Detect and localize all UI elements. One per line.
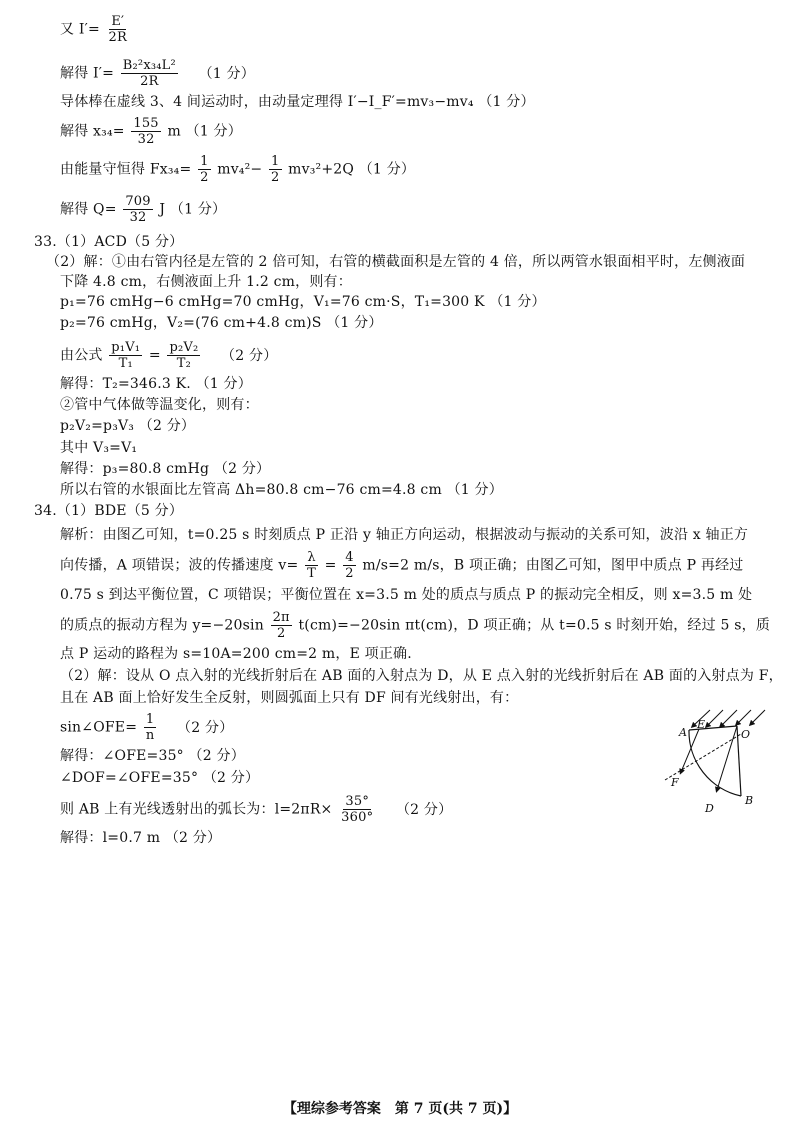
numerator: 4 — [345, 550, 354, 565]
equation-line-6 — [60, 194, 226, 225]
q33-t2: 解得：T₂=346.3 K. （1 分） — [60, 376, 252, 392]
fraction — [144, 712, 157, 743]
label-e: E — [697, 718, 706, 731]
refracted-ray — [717, 726, 737, 790]
denominator: T — [307, 566, 316, 581]
denominator: 2 — [200, 170, 209, 185]
fraction — [271, 610, 292, 641]
score: （2 分） — [395, 801, 453, 818]
denominator: 2 — [276, 626, 286, 641]
numerator: 1 — [200, 154, 209, 169]
momentum-line: 导体棒在虚线 3、4 间运动时，由动量定理得 I′−I_F′=mv₃−mv₄ （1 分） — [60, 94, 535, 110]
numerator: 155 — [133, 116, 159, 131]
optics-diagram — [655, 708, 775, 816]
label-b: B — [745, 794, 754, 807]
q33-state2: p₂=76 cmHg，V₂=(76 cm+4.8 cm)S （1 分） — [60, 315, 383, 331]
numerator: p₁V₁ — [111, 340, 141, 355]
equation-line-1 — [60, 14, 131, 45]
fraction — [109, 340, 142, 371]
denominator: n — [145, 728, 155, 743]
denominator: 2 — [345, 566, 354, 581]
q34-analysis-d — [60, 610, 770, 641]
q33-part2-line-a: （2）解：①由右管内径是左管的 2 倍可知，右管的横截面积是左管的 4 倍，所以两管水银面相平时，左侧液面 — [46, 254, 746, 270]
q34-arc — [60, 794, 452, 825]
label-a: A — [679, 726, 687, 739]
score: （2 分） — [177, 719, 234, 736]
q34-part1: 34.（1）BDE（5 分） — [34, 503, 184, 519]
q33-p3: 解得：p₃=80.8 cmHg （2 分） — [60, 461, 271, 477]
q33-pv: p₂V₂=p₃V₃ （2 分） — [60, 418, 196, 434]
q33-v3: 其中 V₃=V₁ — [60, 440, 138, 456]
fraction — [198, 154, 210, 185]
denominator: 32 — [137, 132, 155, 147]
score: （2 分） — [221, 347, 278, 364]
fraction — [121, 58, 178, 89]
text: 的质点的振动方程为 y=−20sin — [60, 617, 264, 634]
numerator: 35° — [345, 794, 370, 809]
q34-analysis-a: 解析：由图乙可知，t=0.25 s 时刻质点 P 正沿 y 轴正方向运动，根据波动与振动的关系可知，波沿 x 轴正方 — [60, 527, 749, 543]
q34-part2-a: （2）解：设从 O 点入射的光线折射后在 AB 面的入射点为 D，从 E 点入射的光线折射后在 AB 面的入射点为 F， — [60, 668, 783, 684]
q34-result: 解得：l=0.7 m （2 分） — [60, 830, 222, 846]
q33-dh: 所以右管的水银面比左管高 Δh=80.8 cm−76 cm=4.8 cm （1 分） — [60, 482, 503, 498]
text: 解得 Q= — [60, 201, 117, 218]
text: 解得 x₃₄= — [60, 123, 125, 140]
q34-part2-b: 且在 AB 面上恰好发生全反射，则圆弧面上只有 DF 间有光线射出，有： — [60, 690, 519, 706]
denominator: 360° — [341, 810, 374, 825]
fraction — [269, 154, 281, 185]
numerator: p₂V₂ — [169, 340, 199, 355]
ray — [721, 710, 737, 726]
denominator: T₁ — [118, 356, 133, 371]
equation-line-2 — [60, 58, 255, 89]
fraction — [305, 550, 318, 581]
label-f: F — [671, 776, 679, 789]
fraction — [131, 116, 160, 147]
text: J （1 分） — [159, 201, 227, 218]
fraction — [339, 794, 375, 825]
q33-state1: p₁=76 cmHg−6 cmHg=70 cmHg，V₁=76 cm·S，T₁=300 K （1 分） — [60, 294, 546, 310]
q34-analysis-e: 点 P 运动的路程为 s=10A=200 cm=2 m，E 项正确. — [60, 646, 412, 662]
text: 解得 I′= — [60, 65, 115, 82]
page-footer: 【理综参考答案 第 7 页(共 7 页)】 — [282, 1101, 518, 1117]
text: sin∠OFE= — [60, 719, 138, 736]
text: 向传播，A 项错误；波的传播速度 v= — [60, 557, 299, 574]
fraction — [123, 194, 152, 225]
text: mv₃²+2Q （1 分） — [288, 161, 416, 178]
numerator: B₂²x₃₄L² — [122, 58, 176, 73]
q33-isothermal: ②管中气体做等温变化，则有： — [60, 397, 259, 413]
energy-line — [60, 154, 415, 185]
numerator: 1 — [271, 154, 280, 169]
text: 由能量守恒得 Fx₃₄= — [60, 161, 192, 178]
fraction — [167, 340, 200, 371]
denominator: 2 — [271, 170, 280, 185]
q34-sin — [60, 712, 233, 743]
label-o: O — [741, 728, 751, 741]
q34-analysis-b — [60, 550, 743, 581]
numerator: λ — [307, 550, 316, 565]
text: = — [148, 347, 161, 364]
text: m （1 分） — [167, 123, 242, 140]
text: mv₄²− — [217, 161, 263, 178]
denominator: T₂ — [176, 356, 192, 371]
numerator: 1 — [145, 712, 155, 727]
denominator: 2R — [140, 74, 159, 89]
denominator: 2R — [108, 30, 128, 45]
ray — [707, 710, 723, 726]
ray — [751, 710, 765, 724]
text: m/s=2 m/s，B 项正确；由图乙可知，图甲中质点 P 再经过 — [362, 557, 744, 574]
denominator: 32 — [129, 210, 147, 225]
numerator: E′ — [111, 14, 125, 29]
text: 又 I′= — [60, 21, 100, 38]
text: 由公式 — [60, 347, 103, 364]
q33-formula — [60, 340, 277, 371]
glass-arc — [689, 730, 741, 796]
q34-angle-1: 解得：∠OFE=35° （2 分） — [60, 748, 245, 764]
q33-part1: 33.（1）ACD（5 分） — [34, 234, 184, 250]
label-d: D — [705, 802, 714, 815]
fraction — [107, 14, 129, 45]
q34-analysis-c: 0.75 s 到达平衡位置，C 项错误；平衡位置在 x=3.5 m 处的质点与质点 P 的振动完全相反，则 x=3.5 m 处 — [60, 587, 753, 603]
text: t(cm)=−20sin πt(cm)，D 项正确；从 t=0.5 s 时刻开始，经过 5 s，质 — [298, 617, 771, 634]
ray — [737, 710, 751, 724]
score: （1 分） — [198, 65, 255, 82]
q34-angle-2: ∠DOF=∠OFE=35° （2 分） — [60, 770, 260, 786]
fraction — [343, 550, 355, 581]
numerator: 2π — [272, 610, 290, 625]
equation-line-4 — [60, 116, 242, 147]
text: = — [324, 557, 337, 574]
q33-part2-line-b: 下降 4.8 cm，右侧液面上升 1.2 cm，则有： — [60, 274, 352, 290]
text: 则 AB 上有光线透射出的弧长为：l=2πR× — [60, 801, 333, 818]
numerator: 709 — [125, 194, 151, 209]
